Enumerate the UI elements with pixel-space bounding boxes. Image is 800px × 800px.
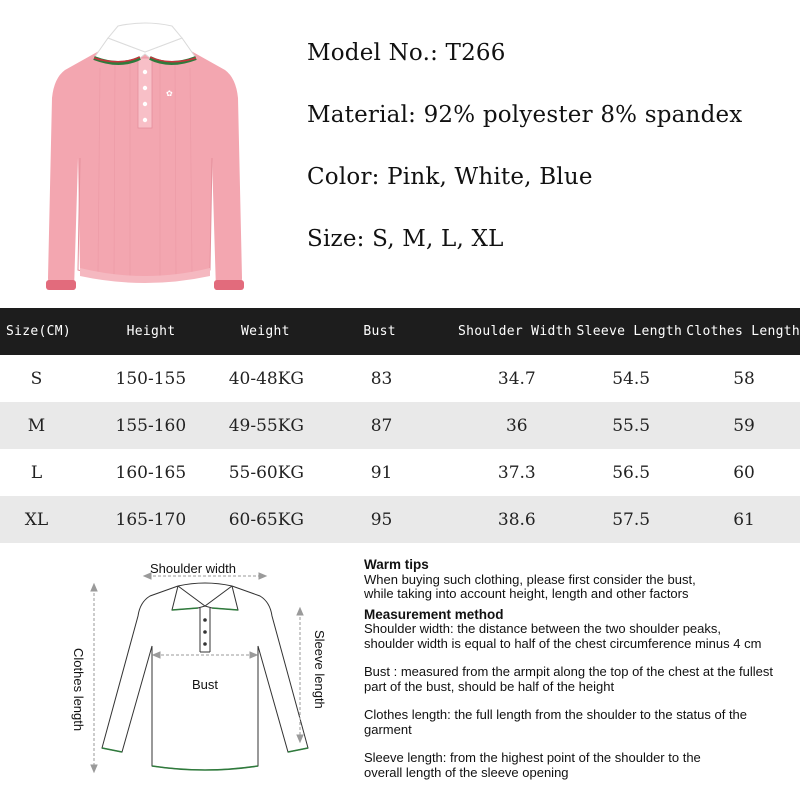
bust-label: Bust (191, 677, 219, 692)
table-cell: 155-160 (115, 415, 187, 436)
table-header-row (0, 308, 800, 355)
size-table (0, 308, 800, 543)
table-cell: 87 (370, 415, 393, 436)
table-row (0, 402, 800, 449)
warm-tips-text: When buying such clothing, please first consider the bust, (364, 571, 696, 587)
measurement-method-title: Measurement method (364, 606, 504, 622)
table-cell: 60-65KG (228, 509, 304, 530)
table-row (0, 496, 800, 543)
table-header-cell: Height (126, 324, 176, 339)
model-number: Model No.: T266 (307, 40, 506, 66)
shoulder-width-label: Shoulder width (150, 561, 236, 576)
table-cell: 49-55KG (228, 415, 304, 436)
table-cell: 60 (733, 462, 755, 483)
table-header-cell: Weight (240, 324, 290, 339)
table-cell: 37.3 (497, 462, 536, 483)
table-cell: 59 (733, 415, 755, 436)
table-cell: 38.6 (497, 509, 536, 530)
size-options: Size: S, M, L, XL (307, 226, 504, 252)
product-photo (20, 8, 270, 300)
table-cell: 58 (733, 368, 755, 389)
table-cell: 83 (370, 368, 393, 389)
table-cell: S (30, 368, 43, 389)
left-cuff (46, 280, 76, 290)
placket (138, 58, 152, 128)
table-cell: 34.7 (497, 368, 536, 389)
shoulder-note: Shoulder width: the distance between the two shoulder peaks, (364, 621, 722, 636)
bust-arrow (153, 652, 257, 658)
size-notes (364, 558, 800, 780)
table-cell: 54.5 (612, 368, 651, 389)
table-cell: 40-48KG (228, 368, 304, 389)
table-header-cell: Sleeve Length (576, 324, 683, 339)
table-header-cell: Size(CM) (6, 324, 72, 339)
table-row (0, 355, 800, 402)
sleeve-length-note: overall length of the sleeve opening (364, 764, 569, 780)
clothes-length-arrow (91, 584, 97, 772)
measurement-diagram (60, 552, 350, 792)
bust-note: part of the bust, should be half of the height (364, 678, 615, 694)
table-cell: 36 (505, 415, 528, 436)
color-options: Color: Pink, White, Blue (307, 164, 593, 190)
warm-tips-title: Warm tips (364, 557, 429, 572)
table-cell: 160-165 (115, 462, 187, 483)
sleeve-length-note: Sleeve length: from the highest point of the shoulder to the (364, 750, 701, 765)
table-header-cell: Clothes Length (686, 324, 800, 339)
table-cell: 55.5 (612, 415, 651, 436)
table-cell: M (27, 415, 46, 436)
clothes-length-note: Clothes length: the full length from the shoulder to the status of the (364, 707, 748, 722)
table-cell: 55-60KG (228, 462, 304, 483)
table-cell: 95 (370, 509, 393, 530)
table-header-cell: Bust (363, 324, 396, 339)
table-cell: 150-155 (115, 368, 187, 389)
right-cuff (214, 280, 244, 290)
table-cell: 57.5 (612, 509, 651, 530)
sleeve-length-arrow (297, 608, 303, 742)
table-cell: XL (24, 509, 49, 530)
table-cell: 56.5 (612, 462, 651, 483)
warm-tips-text: while taking into account height, length and other factors (364, 586, 689, 601)
bust-note: Bust : measured from the armpit along the top of the chest at the fullest (364, 664, 773, 679)
table-header-cell: Shoulder Width (458, 324, 572, 339)
clothes-length-label: Clothes length (71, 648, 86, 732)
svg-text:✿: ✿ (166, 89, 173, 98)
table-cell: 61 (733, 509, 755, 530)
clothes-length-note: garment (364, 721, 412, 737)
shoulder-note: shoulder width is equal to half of the chest circumference minus 4 cm (364, 635, 762, 651)
table-cell: L (30, 462, 43, 483)
sleeve-length-label: Sleeve length (312, 630, 327, 709)
material: Material: 92% polyester 8% spandex (307, 102, 743, 128)
table-cell: 165-170 (115, 509, 187, 530)
table-row (0, 449, 800, 496)
table-cell: 91 (370, 462, 393, 483)
